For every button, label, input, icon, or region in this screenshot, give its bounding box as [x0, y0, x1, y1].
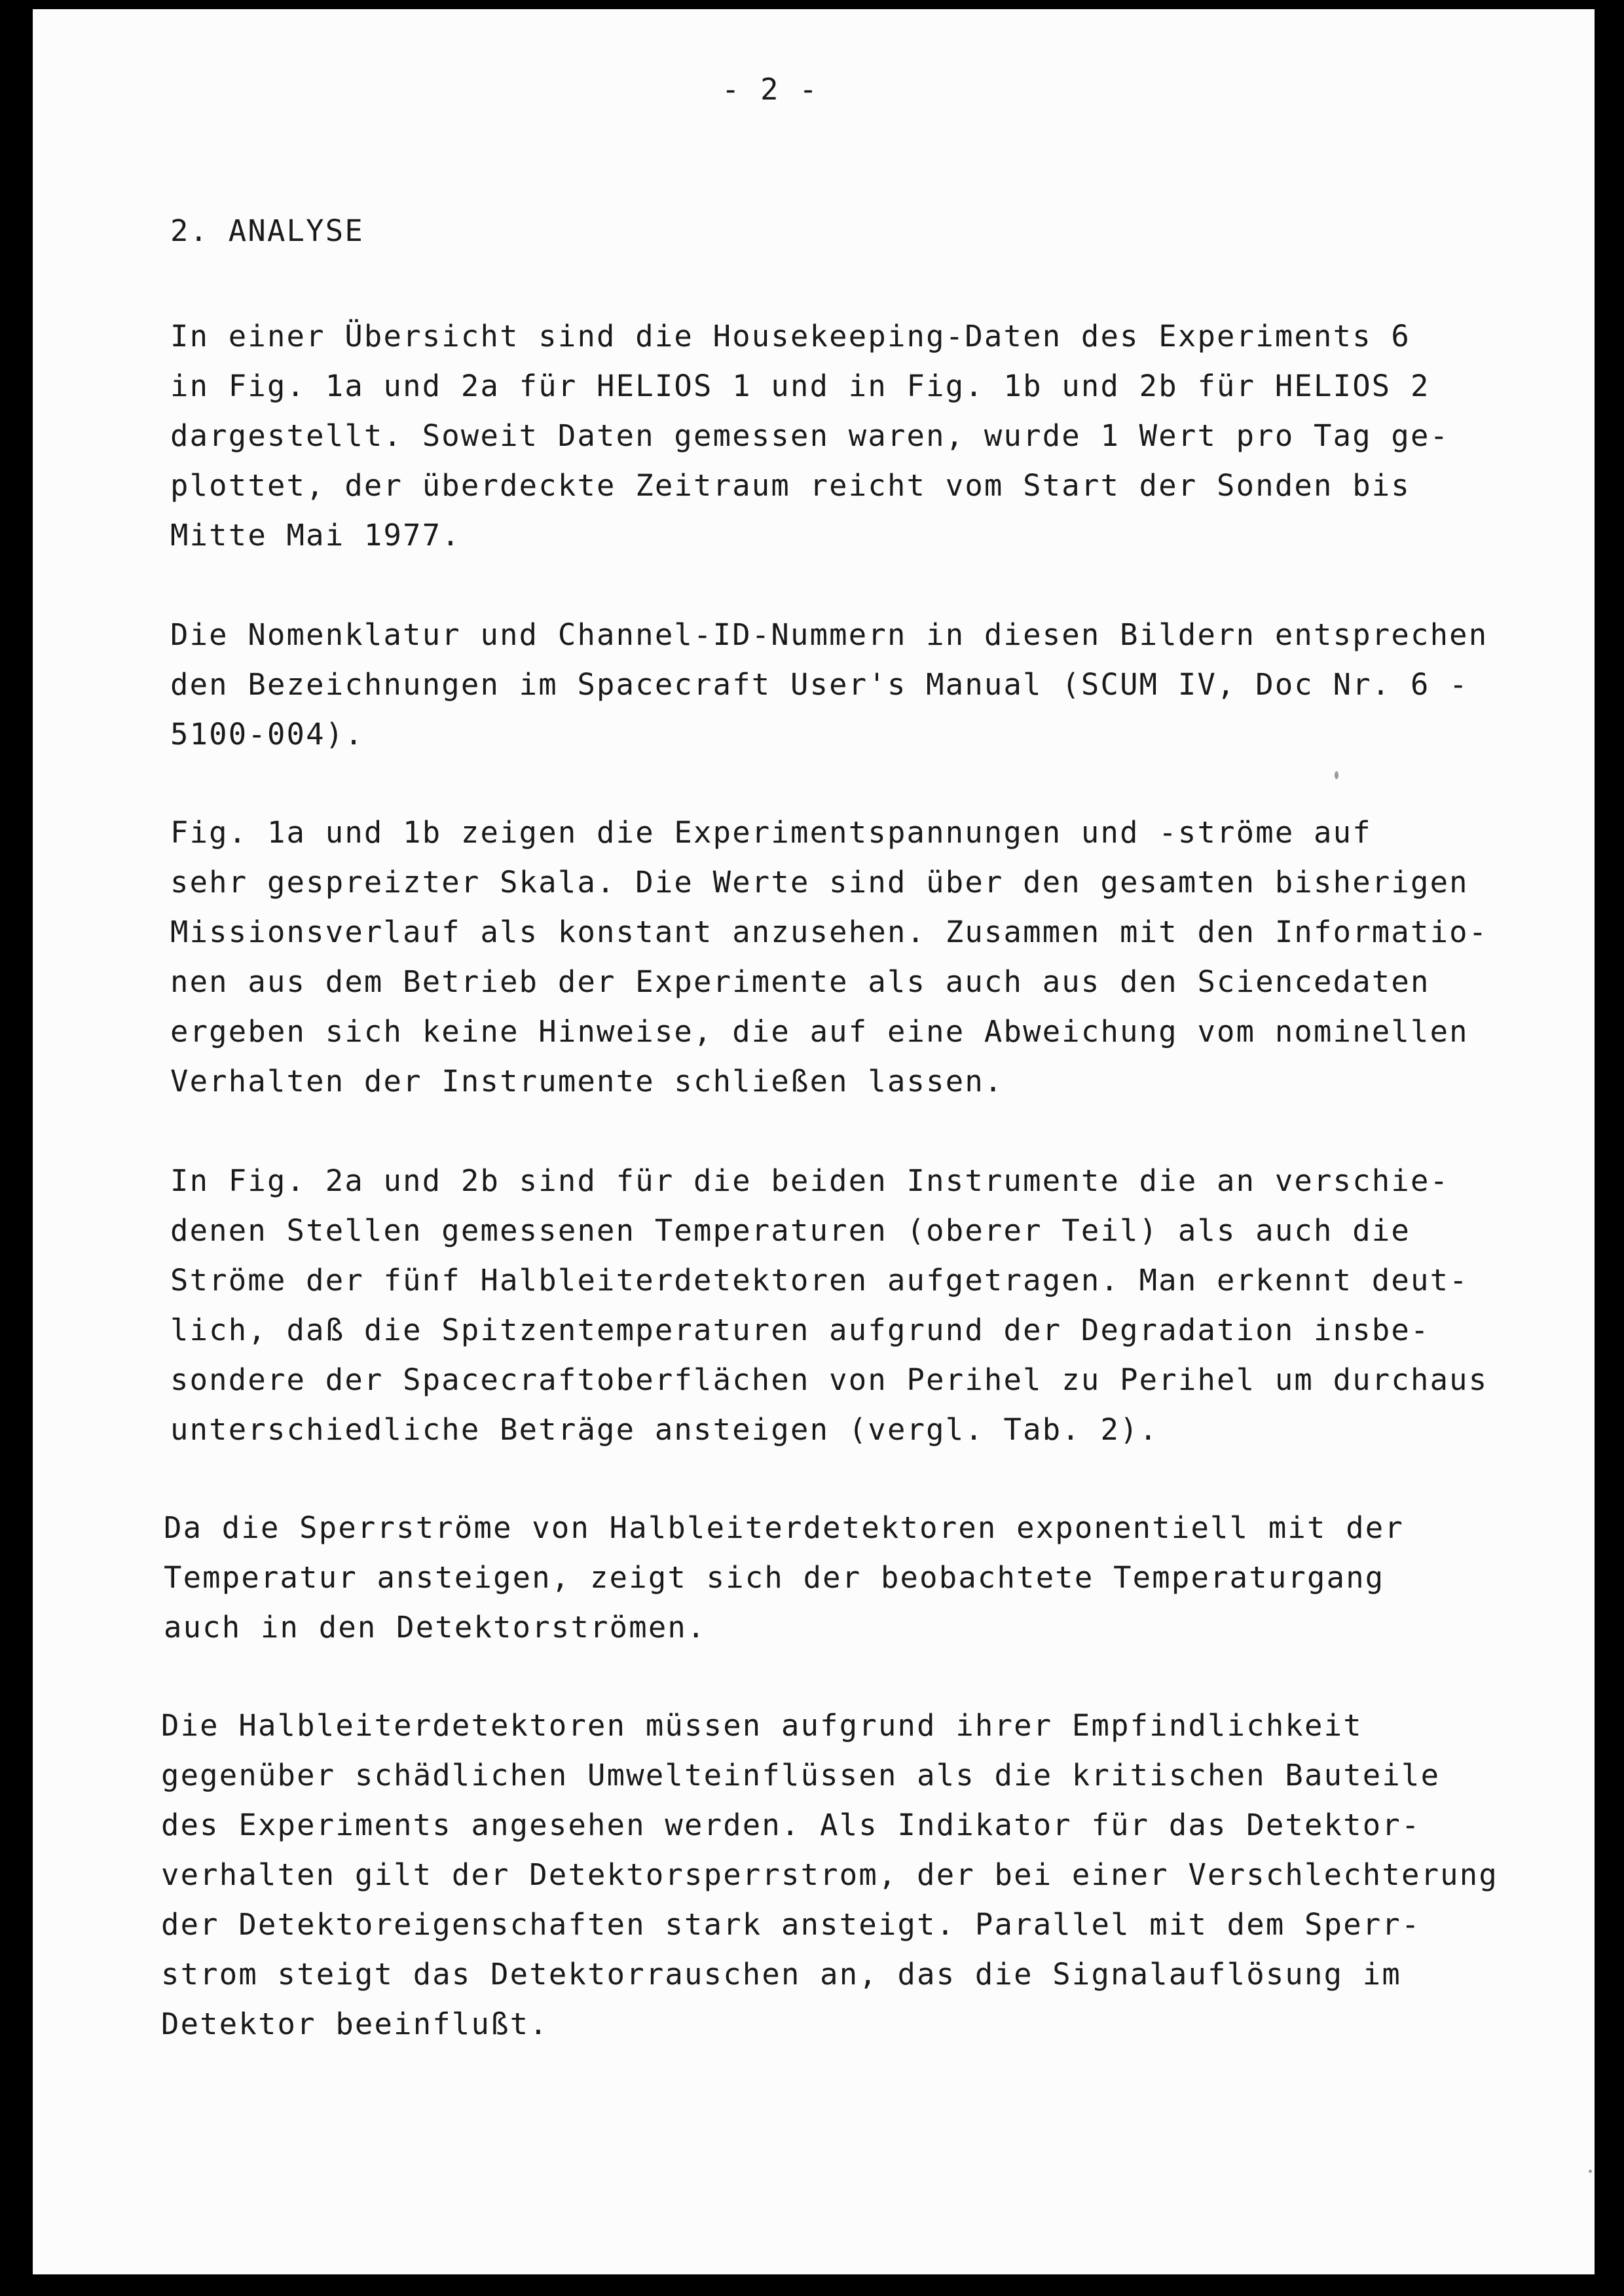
text-line: plottet, der überdeckte Zeitraum reicht vom Start der Sonden bis — [170, 468, 1411, 503]
text-line: ergeben sich keine Hinweise, die auf eine Abweichung vom nominellen — [170, 1014, 1469, 1049]
paragraph-temperatures — [170, 1156, 1488, 1455]
text-line: verhalten gilt der Detektorsperrstrom, der bei einer Verschlechterung — [161, 1857, 1498, 1892]
paragraph-overview — [170, 312, 1449, 560]
section-heading: 2. ANALYSE — [170, 213, 364, 248]
text-line: Fig. 1a und 1b zeigen die Experimentspannungen und -ströme auf — [170, 815, 1372, 850]
text-line: lich, daß die Spitzentemperaturen aufgrund der Degradation insbe- — [170, 1313, 1430, 1347]
paragraph-voltages-currents — [170, 808, 1488, 1106]
text-line: denen Stellen gemessenen Temperaturen (oberer Teil) als auch die — [170, 1213, 1411, 1248]
text-line: Ströme der fünf Halbleiterdetektoren aufgetragen. Man erkennt deut- — [170, 1263, 1469, 1298]
paper-speck — [1335, 771, 1338, 779]
paragraph-nomenclature — [170, 610, 1488, 759]
text-line: den Bezeichnungen im Spacecraft User's Manual (SCUM IV, Doc Nr. 6 - — [170, 667, 1469, 702]
paper-speck — [1589, 2170, 1592, 2173]
text-line: des Experiments angesehen werden. Als Indikator für das Detektor- — [161, 1808, 1421, 1842]
text-line: unterschiedliche Beträge ansteigen (vergl. Tab. 2). — [170, 1412, 1159, 1447]
text-line: Verhalten der Instrumente schließen lassen. — [170, 1064, 1004, 1099]
paragraph-reverse-currents — [164, 1503, 1404, 1652]
text-line: sehr gespreizter Skala. Die Werte sind über den gesamten bisherigen — [170, 865, 1469, 900]
document-page — [33, 9, 1595, 2274]
page-number: - 2 - — [722, 72, 819, 107]
text-line: Missionsverlauf als konstant anzusehen. Zusammen mit den Informatio- — [170, 915, 1488, 949]
text-line: nen aus dem Betrieb der Experimente als auch aus den Sciencedaten — [170, 964, 1430, 999]
text-line: In Fig. 2a und 2b sind für die beiden Instrumente die an verschie- — [170, 1163, 1450, 1198]
text-line: Die Halbleiterdetektoren müssen aufgrund ihrer Empfindlichkeit — [161, 1708, 1363, 1743]
text-line: der Detektoreigenschaften stark ansteigt. Parallel mit dem Sperr- — [161, 1907, 1421, 1942]
text-line: Temperatur ansteigen, zeigt sich der beobachtete Temperaturgang — [164, 1560, 1385, 1595]
text-line: dargestellt. Soweit Daten gemessen waren, wurde 1 Wert pro Tag ge- — [170, 418, 1450, 453]
text-line: gegenüber schädlichen Umwelteinflüssen als die kritischen Bauteile — [161, 1758, 1441, 1793]
text-line: 5100-004). — [170, 717, 364, 752]
text-line: In einer Übersicht sind die Housekeeping-Daten des Experiments 6 — [170, 319, 1411, 354]
text-line: Die Nomenklatur und Channel-ID-Nummern in diesen Bildern entsprechen — [170, 617, 1488, 652]
text-line: auch in den Detektorströmen. — [164, 1610, 707, 1645]
text-line: strom steigt das Detektorrauschen an, das die Signalauflösung im — [161, 1957, 1401, 1992]
text-line: Mitte Mai 1977. — [170, 518, 461, 553]
text-line: Da die Sperrströme von Halbleiterdetektoren exponentiell mit der — [164, 1510, 1404, 1545]
text-line: in Fig. 1a und 2a für HELIOS 1 und in Fig. 1b und 2b für HELIOS 2 — [170, 369, 1430, 403]
text-line: sondere der Spacecraftoberflächen von Perihel zu Perihel um durchaus — [170, 1362, 1488, 1397]
paragraph-detectors — [161, 1701, 1498, 2049]
text-line: Detektor beeinflußt. — [161, 2007, 549, 2041]
